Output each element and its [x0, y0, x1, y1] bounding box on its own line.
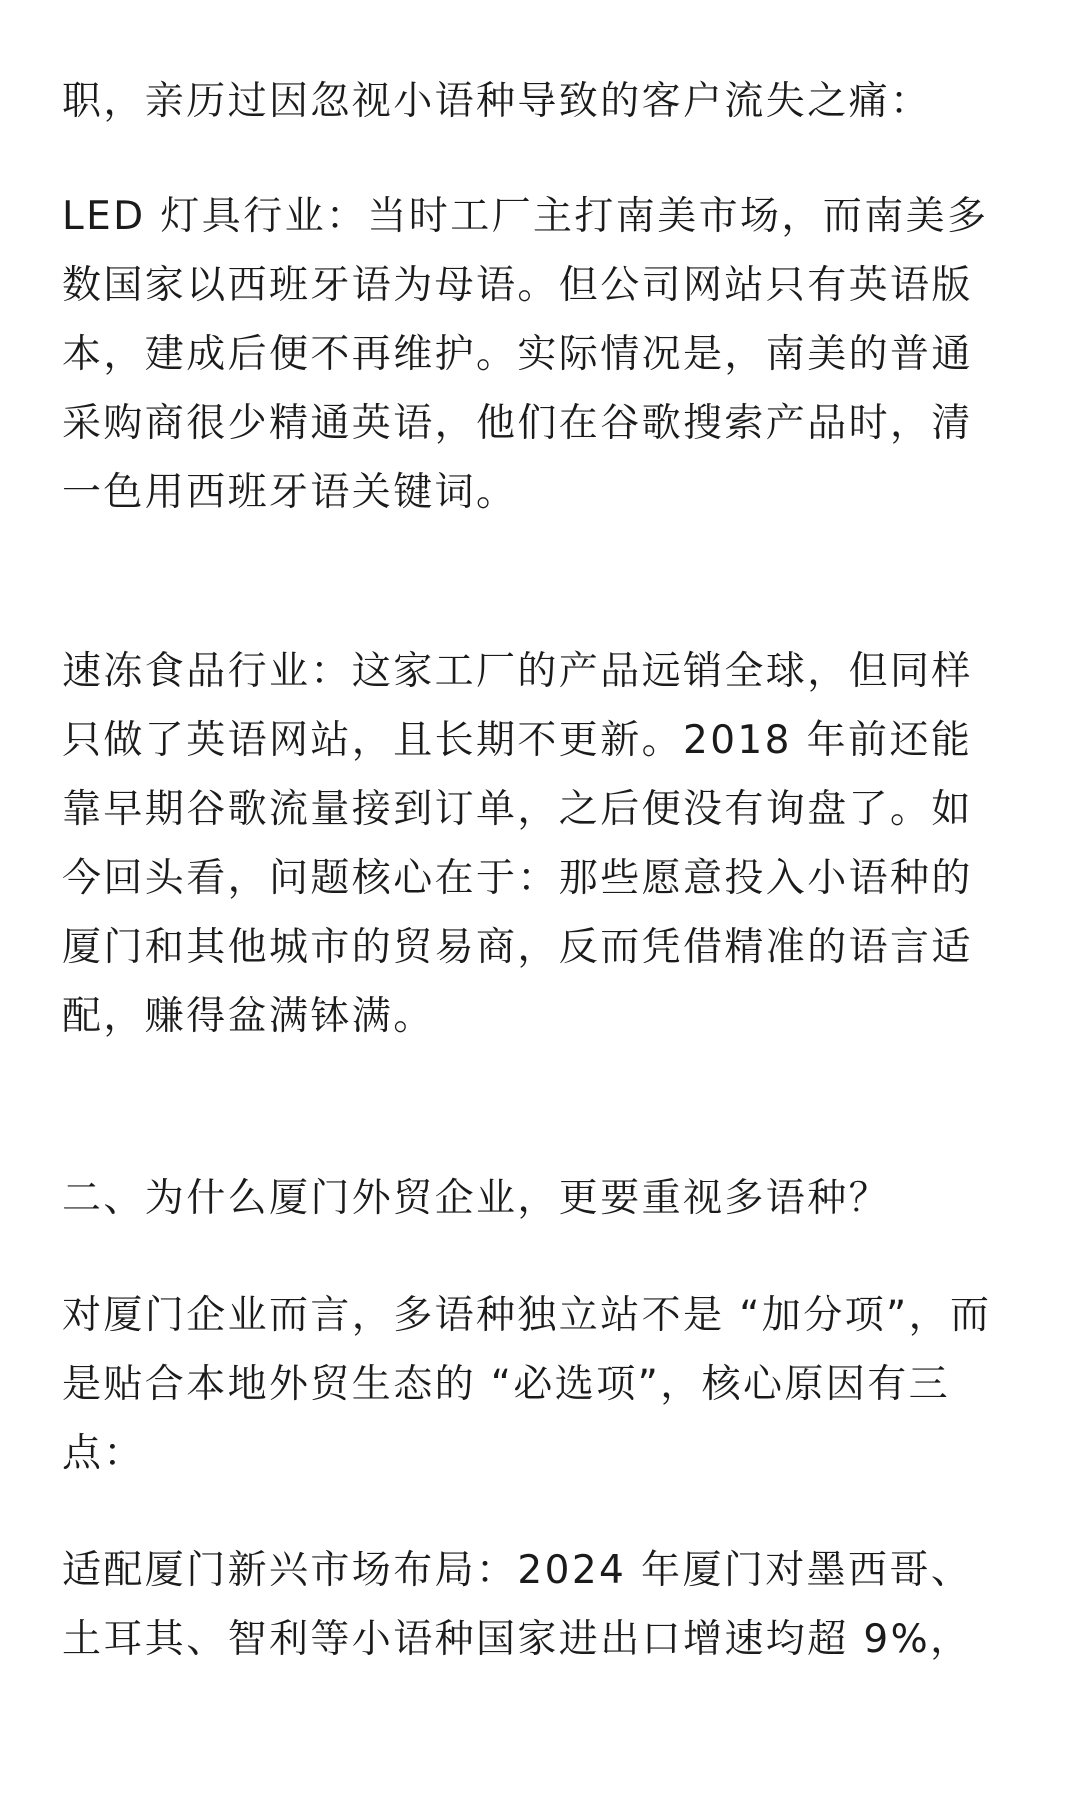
- text-line: 采购商很少精通英语，他们在谷歌搜索产品时，清: [62, 401, 973, 446]
- paragraph-intro: [62, 67, 1024, 136]
- text-line: 是贴合本地外贸生态的 “必选项”，核心原因有三: [62, 1362, 951, 1407]
- text-line: 数国家以西班牙语为母语。但公司网站只有英语版: [62, 263, 973, 308]
- paragraph-led-case: [62, 182, 1024, 527]
- text-line: 厦门和其他城市的贸易商，反而凭借精准的语言适: [62, 925, 973, 970]
- text-line: 今回头看，问题核心在于：那些愿意投入小语种的: [62, 856, 973, 901]
- text-line: 本，建成后便不再维护。实际情况是，南美的普通: [62, 332, 973, 377]
- text-line: 点：: [62, 1431, 145, 1476]
- text-line: LED 灯具行业：当时工厂主打南美市场，而南美多: [62, 194, 989, 239]
- paragraph-section-intro: [62, 1281, 1024, 1488]
- text-line: 只做了英语网站，且长期不更新。2018 年前还能: [62, 718, 973, 763]
- paragraph-frozen-food-case: [62, 637, 1024, 1051]
- text-line: 二、为什么厦门外贸企业，更要重视多语种？: [62, 1176, 891, 1221]
- text-line: 职，亲历过因忽视小语种导致的客户流失之痛：: [62, 79, 932, 124]
- text-line: 配，赚得盆满钵满。: [62, 994, 435, 1039]
- text-line: 适配厦门新兴市场布局：2024 年厦门对墨西哥、: [62, 1548, 973, 1593]
- text-line: 速冻食品行业：这家工厂的产品远销全球，但同样: [62, 649, 973, 694]
- text-line: 对厦门企业而言，多语种独立站不是 “加分项”，而: [62, 1293, 992, 1338]
- text-line: 靠早期谷歌流量接到订单，之后便没有询盘了。如: [62, 787, 973, 832]
- text-line: 一色用西班牙语关键词。: [62, 470, 518, 515]
- text-line: 土耳其、智利等小语种国家进出口增速均超 9%，: [62, 1617, 972, 1662]
- section-heading: [62, 1164, 1024, 1233]
- paragraph-reason-one: [62, 1536, 1024, 1674]
